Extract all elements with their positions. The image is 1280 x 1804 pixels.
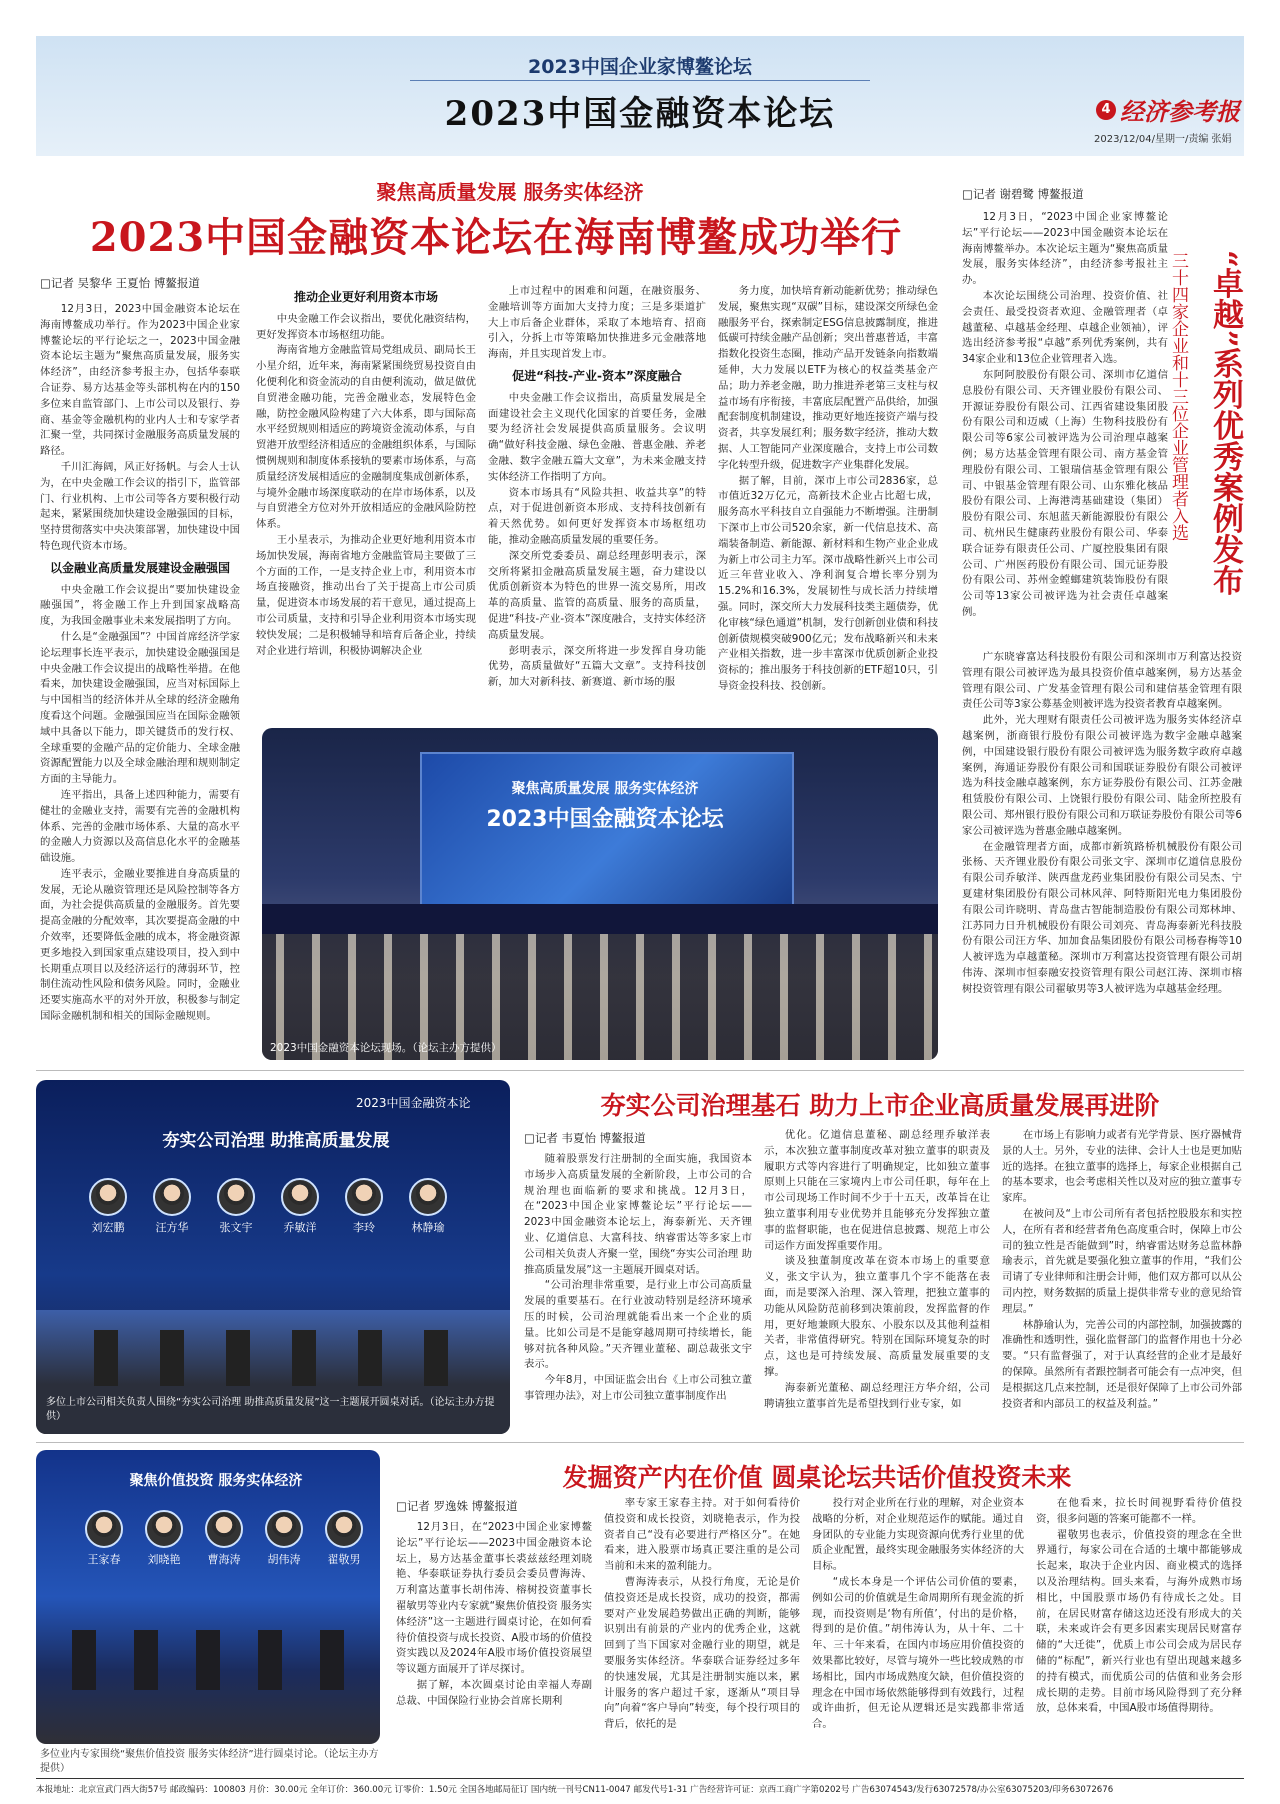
paragraph: 翟敬男也表示，价值投资的理念在全世界通行，每家公司在合适的土壤中都能够成长起来，取决于企业内因、商业模式的选择以及治理结构。回头来看，与海外成熟市场相比，中国股票市场仍有待成长之处。目前，在居民财富存储这边还没有形成大的关联，未来或许会有更多因素实现居民财富存储的“大迁徙”，优质上市公司会成为居民存储的“标配”，新兴行业也有望出现越来越多的持有模式，而优质公司的估值和业务会形成长期的走势。目前市场风险得到了充分释放，总体来看，中国A股市场值得期待。 bbox=[1036, 1528, 1242, 1715]
paragraph: “成长本身是一个评估公司价值的要素，例如公司的价值就是生命周期所有现金流的折现，而投资则是‘物有所值’，付出的是价格，得到的是价值。”胡伟涛认为，从十年、二十年、三十年来看，在国内市场应用价值投资的效果都比较好，尽管与境外一些比较成熟的市场相比，国内市场成熟度欠缺，但价值投资的理念在中国市场依然能够得到有效践行，过程或许曲折，但无论从逻辑还是实践都非常适合。 bbox=[812, 1575, 1024, 1731]
speaker bbox=[76, 1510, 132, 1567]
avatar bbox=[409, 1178, 447, 1216]
speaker-name: 李玲 bbox=[353, 1221, 375, 1234]
paragraph: 务力度，加快培育新动能新优势；推动绿色发展，聚焦实现“双碳”目标，建设深交所绿色金融服务平台，探索制定ESG信息披露制度，推进低碳可持续金融产品创新；突出普惠普适，丰富指数化投资生态圈，推动产品开发链条向指数端延伸，大力发展以ETF为核心的权益类基金产品；助力养老金融，助力推进养老第三支柱与权益市场有序衔接，丰富底层配置产品供给，加强配套制度机制建设，推动更好地连接资产端与投资者，共享发展红利；服务数字经济，推动大数据、人工智能同产业深度融合，支持上市公司数字化转型升级，促进数字产业集群化发展。 bbox=[718, 285, 938, 471]
side-subtitle: 三十四家企业和十三位企业管理者入选 bbox=[1168, 252, 1188, 541]
speaker-name: 曹海涛 bbox=[207, 1553, 241, 1566]
paragraph: 东阿阿胶股份有限公司、深圳市亿道信息股份有限公司、天齐锂业股份有限公司、开源证券股份有限公司、江西省建设集团股份有限公司和迈威（上海）生物科技股份有限公司等6家公司被评选为公司治理卓越案例；易方达基金管理有限公司、南方基金管理股份有限公司、工银瑞信基金管理有限公司、中银基金管理有限公司、山东雅化核品股份有限公司、上海港湾基础建设（集团）股份有限公司、东旭蓝天新能源股份有限公司、杭州民生健康药业股份有限公司、华泰联合证券有限责任公司、广厦控股集团有限公司、广州医药股份有限公司、国元证券股份有限公司、苏州金螳螂建筑装饰股份有限公司等13家公司被评选为社会责任卓越案例。 bbox=[962, 368, 1168, 618]
paragraph: 在市场上有影响力或者有光学背景、医疗器械背景的人士。另外，专业的法律、会计人士也是更加贴近的选择。在独立董事的选择上，每家企业根据自己的基本要求，也会考虑相关性以及对应的独立董事专家库。 bbox=[1002, 1129, 1242, 1205]
paragraph: 投行对企业所在行业的理解，对企业资本战略的分析，对企业规范运作的赋能。通过自身团队的专业能力实现资源向优秀行业里的优质企业配置，最终实现金融服务实体经济的大目标。 bbox=[812, 1497, 1024, 1573]
speaker bbox=[316, 1510, 372, 1567]
speaker bbox=[142, 1178, 202, 1235]
paragraph: 上市过程中的困难和问题，在融资服务、金融培训等方面加大支持力度；三是多渠道扩大上市后备企业群体，采取了本地培育、招商引入，分拆上市等策略加快推进多元金融落地海南，并且实现首发上市。 bbox=[488, 285, 706, 361]
value-column-1 bbox=[396, 1520, 592, 1774]
side-title: “卓越”系列优秀案例发布 bbox=[1207, 250, 1243, 596]
speaker-name: 胡伟涛 bbox=[267, 1553, 301, 1566]
stage-screen-title: 2023中国金融资本论坛 bbox=[486, 807, 724, 832]
screen-title: 夯实公司治理 助推高质量发展 bbox=[162, 1131, 390, 1151]
speaker-name: 林静瑜 bbox=[411, 1221, 445, 1234]
main-column-1 bbox=[40, 302, 240, 1064]
paragraph: 12月3日，在“2023中国企业家博鳌论坛”平行论坛——2023中国金融资本论坛上，易方达基金董事长裘兹兹经理刘晓艳、华泰联证券执行委员会委员曹海涛、万利富达董事长胡伟涛、榕树投资董事长翟敏男等业内专家就“聚焦价值投资 服务实体经济”这一主题进行圆桌讨论，在如何看待价值投资与成长投资、A股市场的价值投资实践以及2024年A股市场价值投资展望等议题方面展开了详尽探讨。 bbox=[396, 1521, 592, 1676]
date-line: 2023/12/04/星期一/责编 张娟 bbox=[1094, 134, 1232, 145]
speaker-name: 刘宏鹏 bbox=[91, 1221, 125, 1234]
photo-caption: 多位上市公司相关负责人围绕“夯实公司治理 助推高质量发展”这一主题展开圆桌对话。（论坛主办方提供） bbox=[46, 1397, 495, 1422]
paragraph: 林静瑜认为，完善公司的内部控制，加强披露的准确性和透明性，强化监督部门的监督作用也十分必要。“只有监督强了，对于认真经营的企业才是最好的保障。虽然所有者跟控制者可能会有一点冲突，但是根据这几点来控制，还是很好保障了上市公司外部投资者和内部员工的权益及利益。” bbox=[1002, 1318, 1242, 1410]
speaker-name: 翟敬男 bbox=[327, 1553, 361, 1566]
speaker bbox=[270, 1178, 330, 1235]
avatar bbox=[89, 1178, 127, 1216]
paragraph: 率专家王家春主持。对于如何看待价值投资和成长投资，刘晓艳表示，作为投资者自己“没有必要进行严格区分”。在她看来，进入股票市场真正要注重的是公司当前和未来的盈利能力。 bbox=[604, 1497, 800, 1573]
footer-imprint: 本报地址：北京宣武门西大街57号 邮政编码：100803 月价：30.00元 全年订价：360.00元 订零价：1.50元 全国各地邮局征订 国内统一刊号CN11-0047 邮发代号1-31 广告经营许可证：京西工商广字第0202号 广告63074543/发行63072578/办公室63075203/印务63072676 bbox=[36, 1785, 1114, 1795]
speaker-name: 王家春 bbox=[87, 1553, 121, 1566]
paragraph: 王小星表示，为推动企业更好地利用资本市场加快发展，海南省地方金融监管局主要做了三个方面的工作，一是支持企业上市，利用资本市场直接融资，推动出台了关于提高上市公司质量，促进资本市场发展的若干意见，通过提高上市公司质量，支持和引导企业利用资本市场实现较快发展；二是积极辅导和培育后备企业，持续对企业进行培训，积极协调解决企业 bbox=[256, 533, 476, 657]
footer-rule bbox=[36, 1778, 1244, 1779]
speaker bbox=[206, 1178, 266, 1235]
avatar bbox=[85, 1510, 123, 1548]
value-headline: 发掘资产内在价值 圆桌论坛共话价值投资未来 bbox=[562, 1463, 1072, 1492]
panelists-row bbox=[76, 1330, 476, 1386]
stage-screen-subtitle: 聚焦高质量发展 服务实体经济 bbox=[511, 781, 699, 797]
speaker bbox=[334, 1178, 394, 1235]
governance-headline: 夯实公司治理基石 助力上市企业高质量发展再进阶 bbox=[600, 1091, 1160, 1120]
photo-caption: 2023中国金融资本论坛现场。（论坛主办方提供） bbox=[270, 1042, 502, 1054]
paragraph: 资本市场具有“风险共担、收益共享”的特点，对于促进创新资本形成、支持科技创新有着天然优势。如何更好发挥资本市场枢纽功能，推动金融高质量发展的重要任务。 bbox=[488, 486, 706, 546]
paragraph: 此外，光大理财有限责任公司被评选为服务实体经济卓越案例，浙商银行股份有限公司被评选为数字金融卓越案例，中国建设银行股份有限公司被评选为服务数字政府卓越案例，海通证券股份有限公司和国联证券股份有限公司被评选为科技金融卓越案例，东方证券股份有限公司、江苏金融租赁股份有限公司、上饶银行股份有限公司、陆金所控股有限公司、郑州银行股份有限公司和万联证券股份有限公司等6家公司被评选为普惠金融卓越案例。 bbox=[962, 714, 1242, 837]
governance-byline: □记者 韦夏怡 博鳌报道 bbox=[524, 1131, 646, 1145]
paragraph: 连平表示，金融业要推进自身高质量的发展，无论从融资管理还是风险控制等各方面，为社会提供高质量的金融服务。首先要提高金融的分配效率，其次要提高金融的中介效率，还要降低金融的成本，将金融资源更多地投入到国家重点建设项目，投入到中长期重点项目以及经济运行的薄弱环节，控制住流动性风险和债务风险。同时，金融业还要实施高水平的对外开放，积极参与制定国际金融机制和相关的国际金融规则。 bbox=[40, 867, 240, 1023]
panelists-row bbox=[56, 1630, 360, 1690]
avatar bbox=[217, 1178, 255, 1216]
paragraph: 随着股票发行注册制的全面实施，我国资本市场步入高质量发展的全新阶段，上市公司的合规治理也面临新的要求和挑战。12月3日，在“2023中国企业家博鳌论坛”平行论坛——2023中国金融资本论坛上，海泰新光、天齐锂业、亿道信息、大富科技、纳睿雷达等多家上市公司相关负责人齐聚一堂，围绕“夯实公司治理 助推高质量发展”这一主题展开圆桌对话。 bbox=[524, 1153, 752, 1276]
paragraph: “公司治理非常重要，是行业上市公司高质量发展的重要基石。在行业波动特别是经济环境承压的时候，公司治理就能看出来一个企业的质量。比如公司是不是能穿越周期可持续增长，能够对抗各种风险。”天齐锂业董秘、副总裁张文宇表示。 bbox=[524, 1279, 752, 1371]
governance-column-1 bbox=[524, 1152, 752, 1434]
paragraph: 据了解，目前，深市上市公司2836家，总市值近32万亿元，高新技术企业占比超七成，服务高水平科技自立自强能力不断增强。注册制下深市上市公司520余家，新一代信息技术、高端装备制造、新能源、新材料和生物产业企业成为新上市公司主力军。深市战略性新兴上市公司近三年营业收入、净利润复合增长率分别为15.2%和16.3%，发展韧性与成长活力持续增强。同时，深交所大力发展科技类主题债券，优化审核“绿色通道”机制，发行创新创业债和科技创新债规模突破900亿元；发布战略新兴和未来产业相关指数，进一步丰富深市优质创新企业投资标的；推出服务于科技创新的ETF超10只，引导资金投科技、投创新。 bbox=[718, 474, 938, 692]
avatar bbox=[281, 1178, 319, 1216]
stage-floor bbox=[262, 904, 938, 934]
paragraph: 什么是“金融强国”？中国首席经济学家论坛理事长连平表示，加快建设金融强国是中央金融工作会议提出的战略性举措。在他看来，加快建设金融强国，应当对标国际上与中国相当的经济体并从全球的经济金融角度看这个问题。金融强国应当在国际金融领域中具备以下能力，即关键货币的发行权、全球重要的金融产品的定价能力、全球金融资源配置能力以及全球金融治理和规则制定方面的主导能力。 bbox=[40, 630, 240, 786]
main-column-4 bbox=[718, 284, 938, 724]
header-rule bbox=[410, 80, 870, 81]
value-column-2 bbox=[604, 1496, 800, 1774]
newspaper-brand: 经济参考报 bbox=[1120, 97, 1240, 126]
paragraph: 连平指出，具备上述四种能力，需要有健壮的金融业支持，需要有完善的金融机构体系、完善的金融市场体系、大量的高水平的金融人力资源以及高信息化水平的金融基础设施。 bbox=[40, 788, 240, 865]
paragraph: 本次论坛围绕公司治理、投资价值、社会责任、最受投资者欢迎、金融管理者（卓越董秘、卓越基金经理、卓越企业领袖），评选出经济参考报“卓越”系列优秀案例，共有34家企业和13位企业管理者入选。 bbox=[962, 289, 1168, 366]
section-divider bbox=[36, 1070, 1244, 1071]
side-byline: □记者 谢碧鹭 博鳌报道 bbox=[962, 187, 1084, 201]
avatar bbox=[345, 1178, 383, 1216]
paragraph: 12月3日，“2023中国企业家博鳌论坛”平行论坛——2023中国金融资本论坛在海南博鳌举办。本次论坛主题为“聚焦高质量发展，服务实体经济”，由经济参考报社主办。 bbox=[962, 211, 1168, 287]
main-column-3 bbox=[488, 284, 706, 724]
governance-photo bbox=[36, 1080, 510, 1434]
paragraph: 在被问及“上市公司所有者包括控股股东和实控人，在所有者和经营者角色高度重合时，保障上市公司的独立性是否能做到”时，纳睿雷达财务总监林静瑜表示，首先就是要强化独立董事的作用，“我们公司请了专业律师和注册会计师，他们双方都可以从公司内控，财务数据的质量上提供非常专业的意见给管理层。” bbox=[1002, 1207, 1242, 1315]
paragraph: 12月3日，2023中国金融资本论坛在海南博鳌成功举行。作为2023中国企业家博鳌论坛的平行论坛之一，2023中国金融资本论坛主题为“聚焦高质量发展，服务实体经济”，由经济参考报主办，包括华泰联合证券、易方达基金等头部机构在内的150多位来自监管部门、上市公司以及银行、券商、基金等金融机构的业内人士和专家学者汇聚一堂，共同探讨金融服务高质量发展的路径。 bbox=[40, 303, 240, 458]
speaker-name: 刘晓艳 bbox=[147, 1553, 181, 1566]
screen-title: 聚焦价值投资 服务实体经济 bbox=[129, 1473, 303, 1489]
section-heading: 推动企业更好利用资本市场 bbox=[293, 290, 438, 304]
page-number: 4 bbox=[1096, 100, 1116, 120]
paragraph: 千川汇海阔，风正好扬帆。与会人士认为，在中央金融工作会议的指引下，监管部门、行业机构、上市公司等各方要积极行动起来，紧紧围绕加快建设金融强国的目标，坚持贯彻落实中央决策部署，加快建设中国特色现代资本市场。 bbox=[40, 460, 240, 552]
speaker bbox=[78, 1178, 138, 1235]
paragraph: 中央金融工作会议提出“要加快建设金融强国”，将金融工作上升到国家战略高度，为我国金融事业未来发展指明了方向。 bbox=[40, 583, 240, 628]
speaker bbox=[398, 1178, 458, 1235]
paragraph: 中央金融工作会议指出，要优化融资结构，更好发挥资本市场枢纽功能。 bbox=[256, 312, 476, 341]
section-divider bbox=[36, 1442, 1244, 1443]
speaker bbox=[136, 1510, 192, 1567]
paragraph: 今年8月，中国证监会出台《上市公司独立董事管理办法》，对上市公司独立董事制度作出 bbox=[524, 1374, 752, 1402]
speaker bbox=[196, 1510, 252, 1567]
screen-brand: 2023中国金融资本论 bbox=[356, 1096, 471, 1110]
value-column-4 bbox=[1036, 1496, 1242, 1774]
paragraph: 海南省地方金融监管局党组成员、副局长王小星介绍，近年来，海南紧紧围绕贸易投资自由化便利化和资金流动的自由便利流动，做足做优自贸港金融功能，完善金融业态，发展特色金融，防控金融风险构建了六大体系，即与国际高水平经贸规则相适应的跨境资金流动体系，与自贸港开放型经济相适应的金融组织体系，与国际惯例规则和制度体系接轨的要素市场体系，与高质量经济发展相适应的金融制度集成创新体系，与境外金融市场深度联动的在岸市场体系，以及与自贸港全方位对外开放相适应的金融风险防控体系。 bbox=[256, 344, 476, 531]
paragraph: 谈及独董制度改革在资本市场上的重要意义，张文宇认为，独立董事几个字不能落在表面，而是要深入治理、深入管理，把独立董事的功能从风险防范前移到决策前段，发挥监督的作用，更好地兼顾大股东、小股东以及其他利益相关者，非常值得研究。特别在国际环境复杂的时点，这也是可持续发展、高质量发展重要的支撑。 bbox=[764, 1255, 990, 1378]
value-photo bbox=[36, 1450, 380, 1744]
governance-column-2 bbox=[764, 1128, 990, 1434]
avatar bbox=[325, 1510, 363, 1548]
main-byline: □记者 吴黎华 王夏怡 博鳌报道 bbox=[40, 276, 200, 290]
section-heading: 以金融业高质量发展建设金融强国 bbox=[49, 560, 230, 575]
speaker-name: 汪方华 bbox=[155, 1221, 189, 1234]
section-heading: 促进“科技-产业-资本”深度融合 bbox=[512, 368, 682, 383]
photo-caption: 多位业内专家围绕“聚焦价值投资 服务实体经济”进行圆桌讨论。（论坛主办方提供） bbox=[40, 1749, 379, 1774]
paragraph: 海泰新光董秘、副总经理汪方华介绍，公司聘请独立董事首先是希望找到行业专家，如 bbox=[764, 1381, 990, 1410]
main-kicker: 聚焦高质量发展 服务实体经济 bbox=[376, 180, 644, 204]
speaker-name: 张文宇 bbox=[219, 1221, 253, 1234]
speaker bbox=[256, 1510, 312, 1567]
paragraph: 广东晓睿富达科技股份有限公司和深圳市万利富达投资管理有限公司被评选为最具投资价值卓越案例，易方达基金管理有限公司、广发基金管理有限公司和建信基金管理有限责任公司等3家公募基金则被评选为投资者教育卓越案例。 bbox=[962, 651, 1242, 711]
side-column-lower bbox=[962, 650, 1242, 1060]
conference-photo bbox=[262, 728, 938, 1060]
avatar bbox=[153, 1178, 191, 1216]
governance-column-3 bbox=[1002, 1128, 1242, 1434]
paragraph: 据了解，本次圆桌讨论由幸福人寿副总裁、中国保险行业协会首席长期利 bbox=[396, 1678, 592, 1707]
avatar bbox=[145, 1510, 183, 1548]
main-column-2 bbox=[256, 284, 476, 724]
value-column-3 bbox=[812, 1496, 1024, 1774]
value-byline: □记者 罗逸姝 博鳌报道 bbox=[396, 1499, 518, 1513]
avatar bbox=[205, 1510, 243, 1548]
paragraph: 中央金融工作会议指出，高质量发展是全面建设社会主义现代化国家的首要任务，金融要为经济社会发展提供高质量服务。会议明确“做好科技金融、绿色金融、普惠金融、养老金融、数字金融五篇大文章”，为未来金融支持实体经济工作指明了方向。 bbox=[488, 391, 706, 483]
forum-top-title: 2023中国企业家博鳌论坛 bbox=[528, 56, 752, 78]
paragraph: 彭明表示，深交所将进一步发挥自身功能优势，高质量做好“五篇大文章”。支持科技创新，加大对新科技、新赛道、新市场的服 bbox=[488, 644, 706, 689]
paragraph: 在金融管理者方面，成都市新筑路桥机械股份有限公司张杨、天齐锂业股份有限公司张文宇、深圳市亿道信息股份有限公司乔敏洋、陕西盘龙药业集团股份有限公司吴杰、宁夏建材集团股份有限公司林风萍、阿特斯阳光电力集团股份有限公司许晓明、青岛盘古智能制造股份有限公司郑林坤、江苏同力日升机械股份有限公司刘亮、青岛海泰新光科技股份有限公司汪方华、加加食品集团股份有限公司杨春梅等10人被评选为卓越董秘。深圳市万利富达投资管理有限公司胡伟涛、深圳市恒泰融安投资管理有限公司赵江涛、深圳市榕树投资管理有限公司翟敏男等3人被评选为卓越基金经理。 bbox=[962, 840, 1242, 995]
paragraph: 在他看来，拉长时间视野看待价值投资，很多问题的答案可能都不一样。 bbox=[1036, 1497, 1242, 1525]
forum-main-title: 2023中国金融资本论坛 bbox=[444, 94, 836, 134]
paragraph: 曹海涛表示，从投行角度，无论是价值投资还是成长投资，成功的投资，都需要对产业发展趋势做出正确的判断，能够识别出有前景的产业内的优秀企业，这就回到了当下国家对金融行业的期望，就是要服务实体经济。华泰联合证券经过多年的快速发展，尤其是注册制实施以来，累计服务的客户超过千家，逐渐从“项目导向”向着“客户导向”转变，每个投行项目的背后，依托的是 bbox=[604, 1575, 800, 1731]
avatar bbox=[265, 1510, 303, 1548]
paragraph: 优化。亿道信息董秘、副总经理乔敏洋表示，本次独立董事制度改革对独立董事的职责及履职方式等内容进行了明确规定，比如独立董事原则上只能在三家境内上市公司任职，每年在上市公司现场工作时间不少于十五天，改革旨在让独立董事利用专业优势并且能够充分发挥独立董事的监督职能，也在促进信息披露、规范上市公司运作方面发挥重要作用。 bbox=[764, 1129, 990, 1252]
paragraph: 深交所党委委员、副总经理彭明表示，深交所将紧扣金融高质量发展主题，奋力建设以优质创新资本为特色的世界一流交易所，用改革的高质量、监管的高质量、服务的高质量，促进“科技-产业-资本”深度融合，支持实体经济高质量发展。 bbox=[488, 549, 706, 641]
speaker-name: 乔敏洋 bbox=[283, 1221, 317, 1234]
main-headline: 2023中国金融资本论坛在海南博鳌成功举行 bbox=[89, 214, 903, 261]
